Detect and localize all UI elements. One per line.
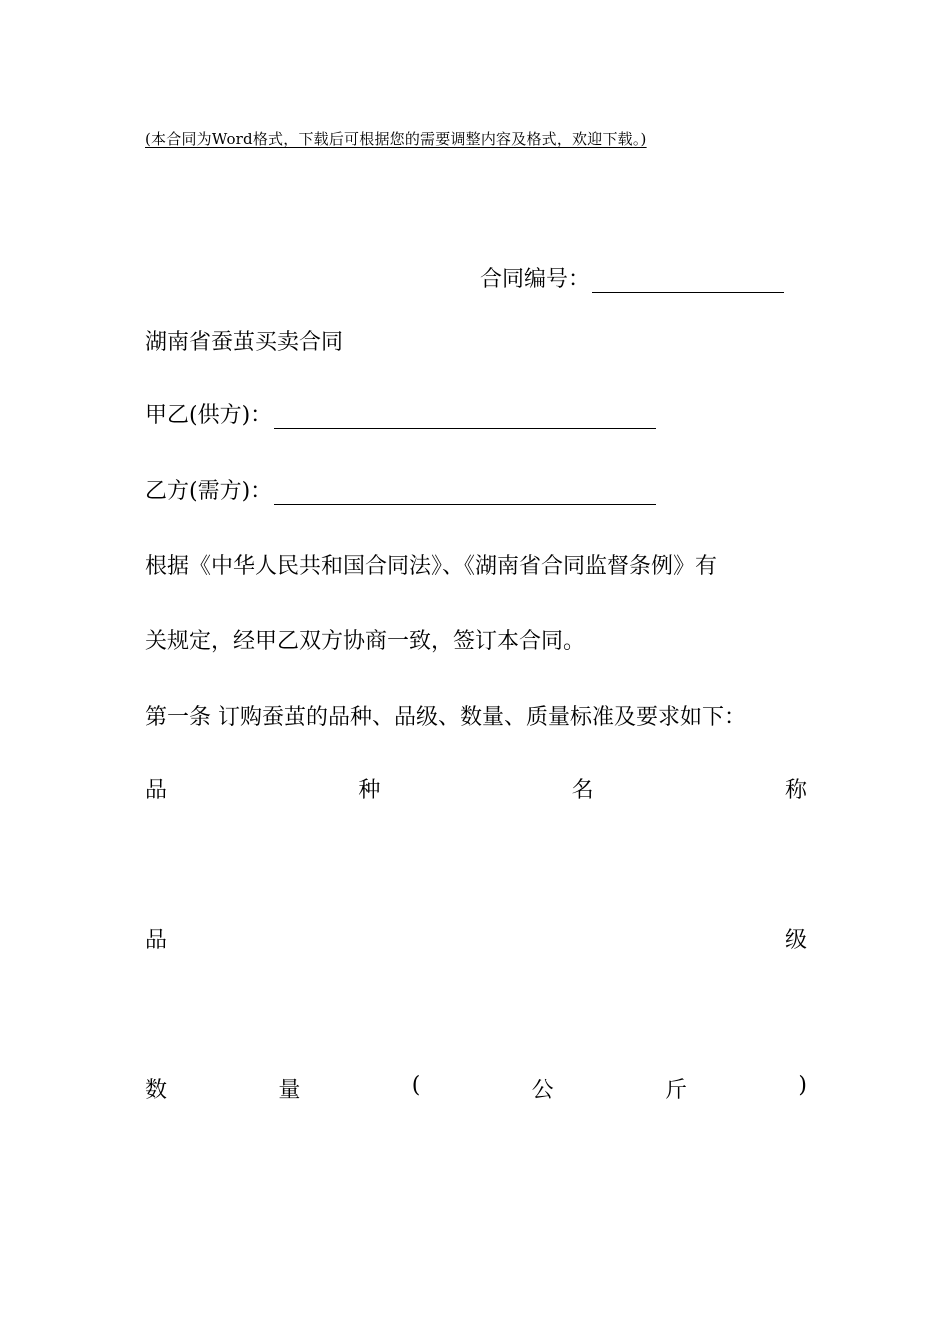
quantity-char: ): [798, 1073, 807, 1098]
variety-char: 名: [571, 778, 594, 803]
quantity-row: [145, 1073, 807, 1104]
quantity-char: 量: [278, 1078, 301, 1103]
variety-name-row: [145, 773, 807, 804]
download-note: (本合同为Word格式，下载后可根据您的需要调整内容及格式，欢迎下载。): [145, 130, 647, 148]
party-a-row: [145, 398, 656, 429]
party-a-label: 甲乙(供方)：: [145, 403, 273, 428]
quantity-char: 数: [145, 1078, 168, 1103]
intro-paragraph-line1: 根据《中华人民共和国合同法》、《湖南省合同监督条例》有: [145, 554, 718, 579]
variety-char: 品: [145, 778, 168, 803]
grade-row: [145, 923, 807, 954]
contract-number-blank: [592, 268, 784, 293]
contract-number-row: [480, 262, 784, 293]
variety-char: 种: [358, 778, 381, 803]
clause-one: 第一条 订购蚕茧的品种、品级、数量、质量标准及要求如下：: [145, 705, 746, 730]
party-b-label: 乙方(需方)：: [145, 479, 273, 504]
grade-char: 品: [145, 928, 168, 953]
variety-char: 称: [784, 778, 807, 803]
contract-title: 湖南省蚕茧买卖合同: [145, 330, 344, 355]
contract-number-label: 合同编号：: [480, 267, 591, 292]
grade-char: 级: [784, 928, 807, 953]
quantity-char: 斤: [665, 1078, 688, 1103]
party-b-row: [145, 474, 656, 505]
quantity-char: 公: [531, 1078, 554, 1103]
party-a-blank: [274, 404, 656, 429]
intro-paragraph-line2: 关规定，经甲乙双方协商一致，签订本合同。: [145, 629, 586, 654]
quantity-char: (: [411, 1073, 421, 1098]
party-b-blank: [274, 480, 656, 505]
